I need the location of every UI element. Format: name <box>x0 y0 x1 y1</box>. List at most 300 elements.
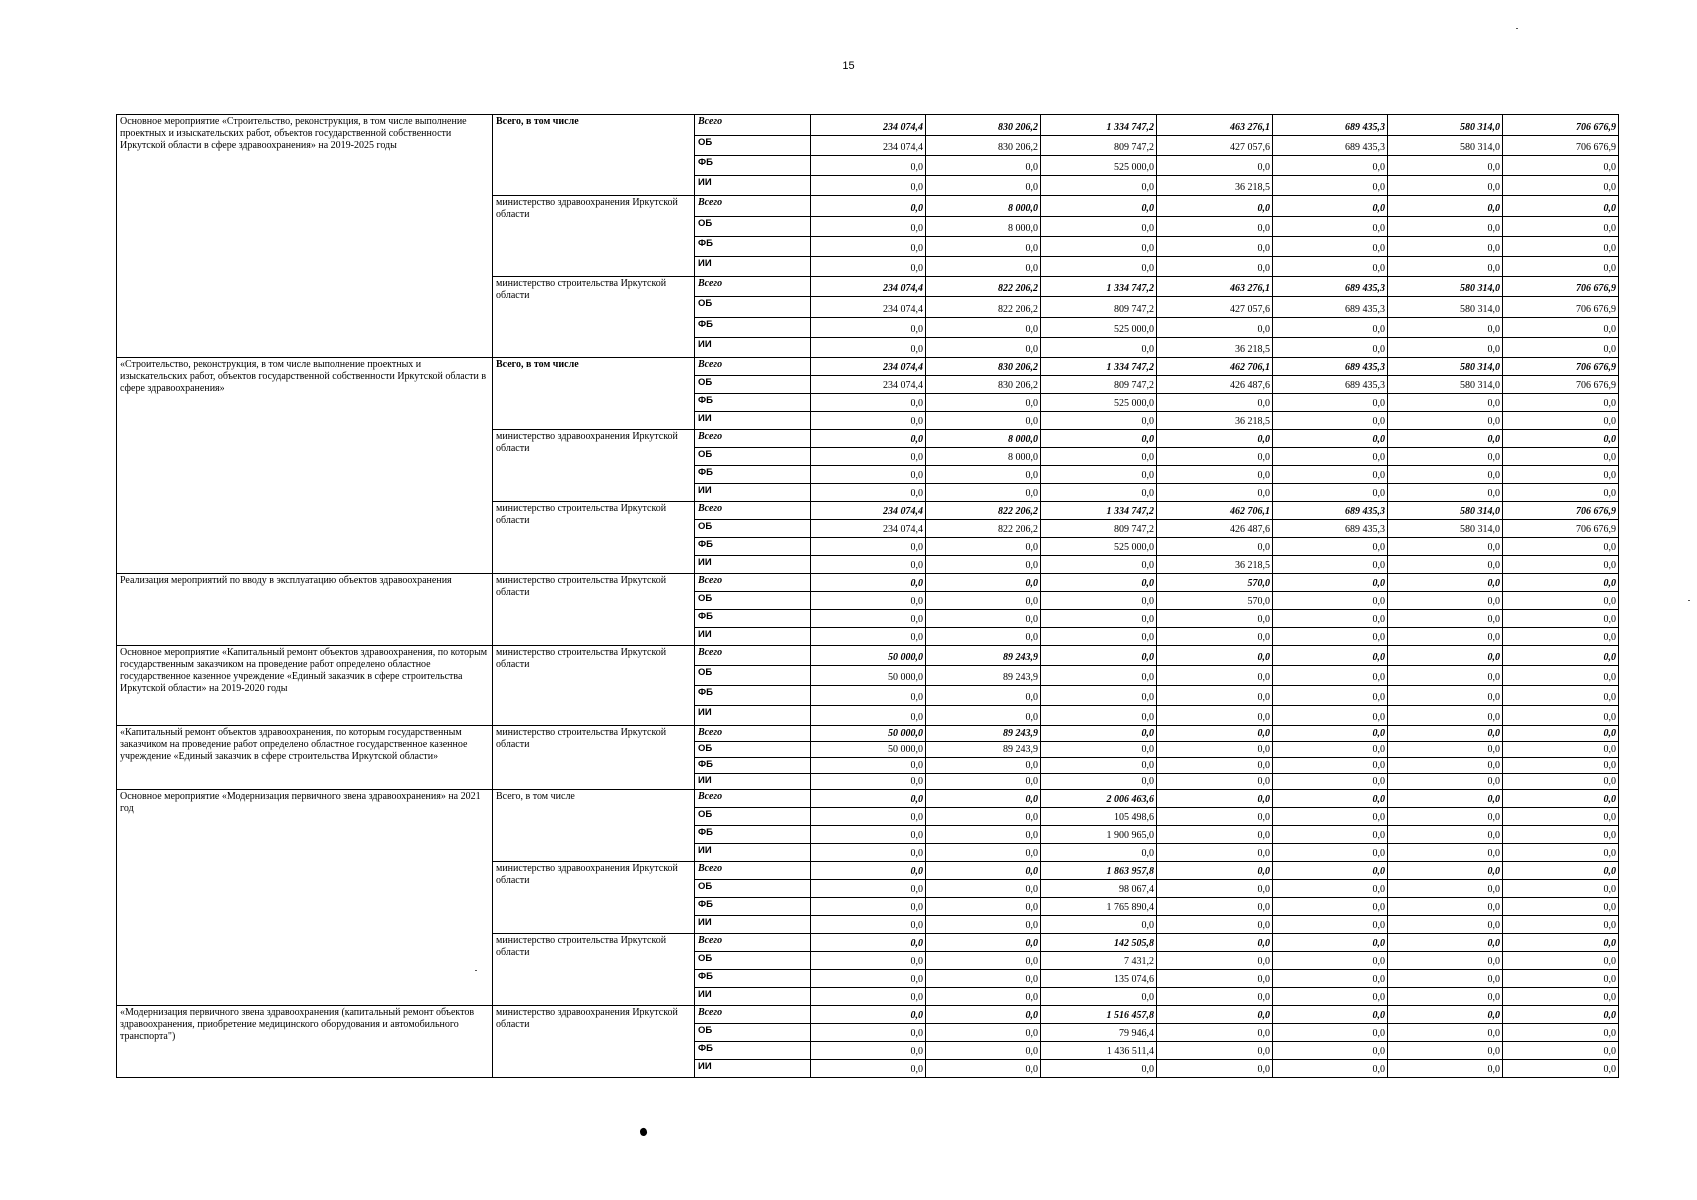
amount-cell: 0,0 <box>1041 774 1157 790</box>
amount-cell: 0,0 <box>1388 466 1503 484</box>
funding-source-cell: ИИ <box>695 257 811 277</box>
amount-cell: 809 747,2 <box>1041 297 1157 318</box>
amount-cell: 0,0 <box>1273 338 1388 358</box>
amount-cell: 0,0 <box>1388 844 1503 862</box>
amount-cell: 0,0 <box>811 1024 926 1042</box>
amount-cell: 0,0 <box>1388 156 1503 176</box>
amount-cell: 0,0 <box>1273 988 1388 1006</box>
amount-cell: 426 487,6 <box>1157 520 1273 538</box>
executor-cell: министерство строительства Иркутской области <box>493 646 695 726</box>
amount-cell: 0,0 <box>926 808 1041 826</box>
amount-cell: 1 436 511,4 <box>1041 1042 1157 1060</box>
amount-cell: 0,0 <box>1388 970 1503 988</box>
amount-cell: 0,0 <box>1273 448 1388 466</box>
amount-cell: 0,0 <box>1273 574 1388 592</box>
amount-cell: 0,0 <box>1273 1006 1388 1024</box>
amount-cell: 0,0 <box>1273 952 1388 970</box>
executor-cell: министерство строительства Иркутской области <box>493 502 695 574</box>
amount-cell: 0,0 <box>926 466 1041 484</box>
amount-cell: 0,0 <box>1157 916 1273 934</box>
funding-source-cell: ИИ <box>695 916 811 934</box>
amount-cell: 0,0 <box>1388 217 1503 237</box>
amount-cell: 0,0 <box>926 610 1041 628</box>
amount-cell: 0,0 <box>1273 556 1388 574</box>
amount-cell: 689 435,3 <box>1273 376 1388 394</box>
amount-cell: 706 676,9 <box>1503 520 1619 538</box>
amount-cell: 0,0 <box>1273 217 1388 237</box>
amount-cell: 0,0 <box>1157 1006 1273 1024</box>
amount-cell: 580 314,0 <box>1388 277 1503 297</box>
amount-cell: 0,0 <box>1503 628 1619 646</box>
amount-cell: 0,0 <box>811 706 926 726</box>
amount-cell: 0,0 <box>1273 176 1388 196</box>
amount-cell: 0,0 <box>1388 666 1503 686</box>
amount-cell: 98 067,4 <box>1041 880 1157 898</box>
amount-cell: 0,0 <box>1041 574 1157 592</box>
amount-cell: 0,0 <box>926 898 1041 916</box>
amount-cell: 0,0 <box>926 880 1041 898</box>
amount-cell: 0,0 <box>811 862 926 880</box>
amount-cell: 0,0 <box>1388 318 1503 338</box>
table-row <box>117 574 1619 592</box>
amount-cell: 0,0 <box>926 338 1041 358</box>
amount-cell: 0,0 <box>1273 610 1388 628</box>
amount-cell: 689 435,3 <box>1273 115 1388 136</box>
executor-cell: Всего, в том числе <box>493 358 695 430</box>
amount-cell: 0,0 <box>1273 628 1388 646</box>
amount-cell: 0,0 <box>1041 628 1157 646</box>
funding-source-cell: Всего <box>695 115 811 136</box>
funding-source-cell: Всего <box>695 862 811 880</box>
amount-cell: 0,0 <box>926 156 1041 176</box>
amount-cell: 0,0 <box>811 237 926 257</box>
amount-cell: 0,0 <box>1388 934 1503 952</box>
amount-cell: 0,0 <box>1388 1006 1503 1024</box>
amount-cell: 0,0 <box>1041 686 1157 706</box>
funding-source-cell: ИИ <box>695 628 811 646</box>
amount-cell: 0,0 <box>811 448 926 466</box>
amount-cell: 0,0 <box>1157 156 1273 176</box>
executor-cell: министерство строительства Иркутской области <box>493 277 695 358</box>
executor-cell: Всего, в том числе <box>493 115 695 196</box>
amount-cell: 689 435,3 <box>1273 358 1388 376</box>
amount-cell: 0,0 <box>1273 430 1388 448</box>
amount-cell: 0,0 <box>1388 592 1503 610</box>
amount-cell: 580 314,0 <box>1388 358 1503 376</box>
amount-cell: 0,0 <box>1503 790 1619 808</box>
amount-cell: 689 435,3 <box>1273 277 1388 297</box>
amount-cell: 0,0 <box>1273 318 1388 338</box>
amount-cell: 0,0 <box>1503 826 1619 844</box>
amount-cell: 0,0 <box>1273 758 1388 774</box>
amount-cell: 0,0 <box>811 628 926 646</box>
amount-cell: 689 435,3 <box>1273 520 1388 538</box>
amount-cell: 0,0 <box>1041 412 1157 430</box>
funding-source-cell: ИИ <box>695 412 811 430</box>
funding-source-cell: ОБ <box>695 448 811 466</box>
funding-source-cell: ОБ <box>695 742 811 758</box>
amount-cell: 0,0 <box>811 156 926 176</box>
amount-cell: 0,0 <box>811 1060 926 1078</box>
amount-cell: 8 000,0 <box>926 448 1041 466</box>
measure-name-cell: «Модернизация первичного звена здравоохранения (капитальный ремонт объектов здравоохранения, приобретение медицинского оборудования и автомобильного транспорта") <box>117 1006 493 1078</box>
scan-speck <box>1516 28 1518 29</box>
amount-cell: 0,0 <box>1157 628 1273 646</box>
amount-cell: 0,0 <box>1157 862 1273 880</box>
amount-cell: 0,0 <box>1157 758 1273 774</box>
amount-cell: 0,0 <box>1388 726 1503 742</box>
amount-cell: 822 206,2 <box>926 520 1041 538</box>
amount-cell: 822 206,2 <box>926 502 1041 520</box>
funding-source-cell: ФБ <box>695 237 811 257</box>
amount-cell: 0,0 <box>1503 176 1619 196</box>
amount-cell: 0,0 <box>1157 430 1273 448</box>
funding-source-cell: ИИ <box>695 774 811 790</box>
amount-cell: 1 334 747,2 <box>1041 277 1157 297</box>
amount-cell: 50 000,0 <box>811 646 926 666</box>
amount-cell: 0,0 <box>1503 574 1619 592</box>
amount-cell: 0,0 <box>811 916 926 934</box>
amount-cell: 0,0 <box>1273 826 1388 844</box>
amount-cell: 0,0 <box>811 592 926 610</box>
funding-source-cell: ОБ <box>695 808 811 826</box>
amount-cell: 1 516 457,8 <box>1041 1006 1157 1024</box>
amount-cell: 0,0 <box>1388 774 1503 790</box>
amount-cell: 570,0 <box>1157 574 1273 592</box>
amount-cell: 0,0 <box>1388 706 1503 726</box>
amount-cell: 0,0 <box>811 430 926 448</box>
amount-cell: 0,0 <box>1273 1042 1388 1060</box>
amount-cell: 0,0 <box>1041 237 1157 257</box>
scan-speck <box>475 970 477 971</box>
amount-cell: 0,0 <box>1041 448 1157 466</box>
amount-cell: 234 074,4 <box>811 520 926 538</box>
amount-cell: 0,0 <box>1273 844 1388 862</box>
amount-cell: 580 314,0 <box>1388 297 1503 318</box>
amount-cell: 0,0 <box>1503 538 1619 556</box>
amount-cell: 0,0 <box>1273 394 1388 412</box>
amount-cell: 0,0 <box>1388 646 1503 666</box>
amount-cell: 0,0 <box>811 338 926 358</box>
funding-source-cell: ИИ <box>695 484 811 502</box>
amount-cell: 0,0 <box>811 934 926 952</box>
funding-source-cell: ФБ <box>695 156 811 176</box>
amount-cell: 0,0 <box>1503 556 1619 574</box>
amount-cell: 0,0 <box>1388 686 1503 706</box>
amount-cell: 0,0 <box>811 196 926 217</box>
amount-cell: 0,0 <box>926 484 1041 502</box>
amount-cell: 234 074,4 <box>811 358 926 376</box>
amount-cell: 0,0 <box>926 394 1041 412</box>
amount-cell: 706 676,9 <box>1503 297 1619 318</box>
amount-cell: 0,0 <box>1388 574 1503 592</box>
amount-cell: 0,0 <box>1388 952 1503 970</box>
amount-cell: 0,0 <box>926 1024 1041 1042</box>
amount-cell: 570,0 <box>1157 592 1273 610</box>
amount-cell: 0,0 <box>1503 592 1619 610</box>
amount-cell: 525 000,0 <box>1041 394 1157 412</box>
funding-source-cell: ФБ <box>695 758 811 774</box>
amount-cell: 0,0 <box>1273 466 1388 484</box>
amount-cell: 1 334 747,2 <box>1041 115 1157 136</box>
amount-cell: 36 218,5 <box>1157 412 1273 430</box>
amount-cell: 0,0 <box>1503 988 1619 1006</box>
executor-cell: министерство строительства Иркутской области <box>493 574 695 646</box>
amount-cell: 0,0 <box>1503 808 1619 826</box>
scan-artifact-dot <box>639 1127 648 1137</box>
amount-cell: 142 505,8 <box>1041 934 1157 952</box>
amount-cell: 0,0 <box>1157 1060 1273 1078</box>
amount-cell: 0,0 <box>811 1042 926 1060</box>
amount-cell: 0,0 <box>926 257 1041 277</box>
amount-cell: 689 435,3 <box>1273 297 1388 318</box>
measure-name-cell: Основное мероприятие «Капитальный ремонт объектов здравоохранения, по которым государственным заказчиком на проведение работ определено областное государственное казенное учреждение «Единый заказчик в сфере строительства Иркутской области» на 2019-2020 годы <box>117 646 493 726</box>
amount-cell: 0,0 <box>1503 646 1619 666</box>
amount-cell: 8 000,0 <box>926 430 1041 448</box>
amount-cell: 0,0 <box>1503 394 1619 412</box>
amount-cell: 8 000,0 <box>926 196 1041 217</box>
amount-cell: 0,0 <box>1273 484 1388 502</box>
executor-cell: министерство здравоохранения Иркутской области <box>493 196 695 277</box>
amount-cell: 105 498,6 <box>1041 808 1157 826</box>
amount-cell: 0,0 <box>811 538 926 556</box>
amount-cell: 0,0 <box>1157 808 1273 826</box>
amount-cell: 0,0 <box>926 844 1041 862</box>
amount-cell: 0,0 <box>1503 742 1619 758</box>
amount-cell: 0,0 <box>1273 726 1388 742</box>
amount-cell: 830 206,2 <box>926 136 1041 156</box>
amount-cell: 0,0 <box>1273 1060 1388 1078</box>
funding-source-cell: ОБ <box>695 297 811 318</box>
executor-cell: министерство здравоохранения Иркутской области <box>493 430 695 502</box>
amount-cell: 689 435,3 <box>1273 502 1388 520</box>
amount-cell: 463 276,1 <box>1157 115 1273 136</box>
executor-cell: министерство здравоохранения Иркутской области <box>493 1006 695 1078</box>
amount-cell: 0,0 <box>811 574 926 592</box>
amount-cell: 0,0 <box>1157 646 1273 666</box>
amount-cell: 0,0 <box>1041 338 1157 358</box>
amount-cell: 830 206,2 <box>926 358 1041 376</box>
executor-cell: министерство строительства Иркутской области <box>493 726 695 790</box>
amount-cell: 0,0 <box>811 217 926 237</box>
amount-cell: 0,0 <box>1503 686 1619 706</box>
funding-source-cell: Всего <box>695 196 811 217</box>
funding-source-cell: Всего <box>695 358 811 376</box>
amount-cell: 0,0 <box>1388 880 1503 898</box>
amount-cell: 50 000,0 <box>811 666 926 686</box>
amount-cell: 0,0 <box>1273 257 1388 277</box>
amount-cell: 0,0 <box>926 970 1041 988</box>
amount-cell: 0,0 <box>926 988 1041 1006</box>
amount-cell: 89 243,9 <box>926 742 1041 758</box>
amount-cell: 0,0 <box>1157 1024 1273 1042</box>
amount-cell: 0,0 <box>811 774 926 790</box>
amount-cell: 0,0 <box>1157 196 1273 217</box>
amount-cell: 0,0 <box>811 898 926 916</box>
amount-cell: 0,0 <box>811 880 926 898</box>
amount-cell: 0,0 <box>1388 484 1503 502</box>
funding-source-cell: Всего <box>695 277 811 297</box>
amount-cell: 0,0 <box>1503 412 1619 430</box>
amount-cell: 689 435,3 <box>1273 136 1388 156</box>
amount-cell: 0,0 <box>1388 790 1503 808</box>
amount-cell: 0,0 <box>1157 686 1273 706</box>
amount-cell: 427 057,6 <box>1157 297 1273 318</box>
amount-cell: 0,0 <box>1503 196 1619 217</box>
amount-cell: 1 900 965,0 <box>1041 826 1157 844</box>
funding-source-cell: ОБ <box>695 376 811 394</box>
amount-cell: 0,0 <box>1157 970 1273 988</box>
funding-source-cell: ФБ <box>695 610 811 628</box>
amount-cell: 1 334 747,2 <box>1041 502 1157 520</box>
amount-cell: 462 706,1 <box>1157 358 1273 376</box>
amount-cell: 830 206,2 <box>926 115 1041 136</box>
amount-cell: 0,0 <box>1041 726 1157 742</box>
amount-cell: 1 334 747,2 <box>1041 358 1157 376</box>
amount-cell: 706 676,9 <box>1503 277 1619 297</box>
amount-cell: 0,0 <box>1273 970 1388 988</box>
amount-cell: 0,0 <box>811 826 926 844</box>
amount-cell: 0,0 <box>1273 706 1388 726</box>
amount-cell: 0,0 <box>1157 844 1273 862</box>
amount-cell: 0,0 <box>926 1042 1041 1060</box>
amount-cell: 0,0 <box>1388 988 1503 1006</box>
amount-cell: 0,0 <box>1157 466 1273 484</box>
amount-cell: 463 276,1 <box>1157 277 1273 297</box>
amount-cell: 0,0 <box>926 1060 1041 1078</box>
amount-cell: 0,0 <box>1157 217 1273 237</box>
funding-source-cell: Всего <box>695 790 811 808</box>
amount-cell: 7 431,2 <box>1041 952 1157 970</box>
table-row <box>117 1006 1619 1024</box>
amount-cell: 36 218,5 <box>1157 176 1273 196</box>
amount-cell: 0,0 <box>811 988 926 1006</box>
amount-cell: 0,0 <box>1503 484 1619 502</box>
amount-cell: 0,0 <box>1273 237 1388 257</box>
amount-cell: 0,0 <box>1273 1024 1388 1042</box>
funding-source-cell: Всего <box>695 430 811 448</box>
amount-cell: 0,0 <box>1388 237 1503 257</box>
amount-cell: 0,0 <box>1503 898 1619 916</box>
amount-cell: 0,0 <box>926 538 1041 556</box>
amount-cell: 0,0 <box>1273 646 1388 666</box>
amount-cell: 0,0 <box>926 706 1041 726</box>
amount-cell: 0,0 <box>1503 862 1619 880</box>
amount-cell: 0,0 <box>1157 880 1273 898</box>
amount-cell: 0,0 <box>1157 706 1273 726</box>
amount-cell: 427 057,6 <box>1157 136 1273 156</box>
amount-cell: 525 000,0 <box>1041 538 1157 556</box>
amount-cell: 0,0 <box>1388 1024 1503 1042</box>
amount-cell: 0,0 <box>926 176 1041 196</box>
funding-source-cell: ОБ <box>695 952 811 970</box>
amount-cell: 0,0 <box>1388 916 1503 934</box>
amount-cell: 0,0 <box>1503 610 1619 628</box>
amount-cell: 706 676,9 <box>1503 115 1619 136</box>
executor-cell: Всего, в том числе <box>493 790 695 862</box>
amount-cell: 0,0 <box>1503 257 1619 277</box>
amount-cell: 0,0 <box>1388 538 1503 556</box>
amount-cell: 0,0 <box>1157 1042 1273 1060</box>
amount-cell: 0,0 <box>811 176 926 196</box>
amount-cell: 0,0 <box>1388 412 1503 430</box>
budget-table <box>116 114 1619 1078</box>
amount-cell: 0,0 <box>1503 430 1619 448</box>
amount-cell: 0,0 <box>1157 952 1273 970</box>
amount-cell: 0,0 <box>1157 934 1273 952</box>
amount-cell: 79 946,4 <box>1041 1024 1157 1042</box>
amount-cell: 36 218,5 <box>1157 556 1273 574</box>
amount-cell: 0,0 <box>1388 196 1503 217</box>
amount-cell: 0,0 <box>1503 916 1619 934</box>
amount-cell: 0,0 <box>1503 706 1619 726</box>
amount-cell: 0,0 <box>1041 257 1157 277</box>
amount-cell: 0,0 <box>1157 610 1273 628</box>
funding-source-cell: ОБ <box>695 1024 811 1042</box>
amount-cell: 706 676,9 <box>1503 502 1619 520</box>
amount-cell: 822 206,2 <box>926 277 1041 297</box>
amount-cell: 580 314,0 <box>1388 115 1503 136</box>
amount-cell: 0,0 <box>1388 448 1503 466</box>
funding-source-cell: ОБ <box>695 880 811 898</box>
amount-cell: 0,0 <box>926 862 1041 880</box>
amount-cell: 809 747,2 <box>1041 136 1157 156</box>
amount-cell: 426 487,6 <box>1157 376 1273 394</box>
amount-cell: 0,0 <box>1273 774 1388 790</box>
amount-cell: 0,0 <box>1503 1042 1619 1060</box>
amount-cell: 0,0 <box>1041 176 1157 196</box>
amount-cell: 0,0 <box>811 952 926 970</box>
amount-cell: 0,0 <box>1273 666 1388 686</box>
amount-cell: 0,0 <box>1041 988 1157 1006</box>
funding-source-cell: ОБ <box>695 666 811 686</box>
amount-cell: 0,0 <box>811 318 926 338</box>
table-row <box>117 790 1619 808</box>
measure-name-cell: Реализация мероприятий по вводу в эксплуатацию объектов здравоохранения <box>117 574 493 646</box>
funding-source-cell: ОБ <box>695 520 811 538</box>
amount-cell: 0,0 <box>926 934 1041 952</box>
amount-cell: 0,0 <box>811 758 926 774</box>
amount-cell: 0,0 <box>926 412 1041 430</box>
amount-cell: 0,0 <box>811 556 926 574</box>
amount-cell: 822 206,2 <box>926 297 1041 318</box>
amount-cell: 809 747,2 <box>1041 376 1157 394</box>
amount-cell: 0,0 <box>1388 826 1503 844</box>
funding-source-cell: ОБ <box>695 217 811 237</box>
executor-cell: министерство строительства Иркутской области <box>493 934 695 1006</box>
amount-cell: 0,0 <box>811 484 926 502</box>
amount-cell: 0,0 <box>926 628 1041 646</box>
amount-cell: 89 243,9 <box>926 646 1041 666</box>
amount-cell: 0,0 <box>811 394 926 412</box>
amount-cell: 0,0 <box>1041 758 1157 774</box>
amount-cell: 234 074,4 <box>811 277 926 297</box>
amount-cell: 0,0 <box>811 257 926 277</box>
amount-cell: 0,0 <box>1388 898 1503 916</box>
amount-cell: 234 074,4 <box>811 376 926 394</box>
amount-cell: 0,0 <box>1503 338 1619 358</box>
amount-cell: 0,0 <box>1041 706 1157 726</box>
amount-cell: 234 074,4 <box>811 136 926 156</box>
funding-source-cell: Всего <box>695 934 811 952</box>
amount-cell: 0,0 <box>1503 934 1619 952</box>
amount-cell: 0,0 <box>1388 610 1503 628</box>
amount-cell: 0,0 <box>1157 394 1273 412</box>
amount-cell: 0,0 <box>1157 538 1273 556</box>
funding-source-cell: ОБ <box>695 592 811 610</box>
measure-name-cell: «Капитальный ремонт объектов здравоохранения, по которым государственным заказчиком на проведение работ определено областное государственное казенное учреждение «Единый заказчик в сфере строительства Иркутской области» <box>117 726 493 790</box>
amount-cell: 0,0 <box>1273 898 1388 916</box>
